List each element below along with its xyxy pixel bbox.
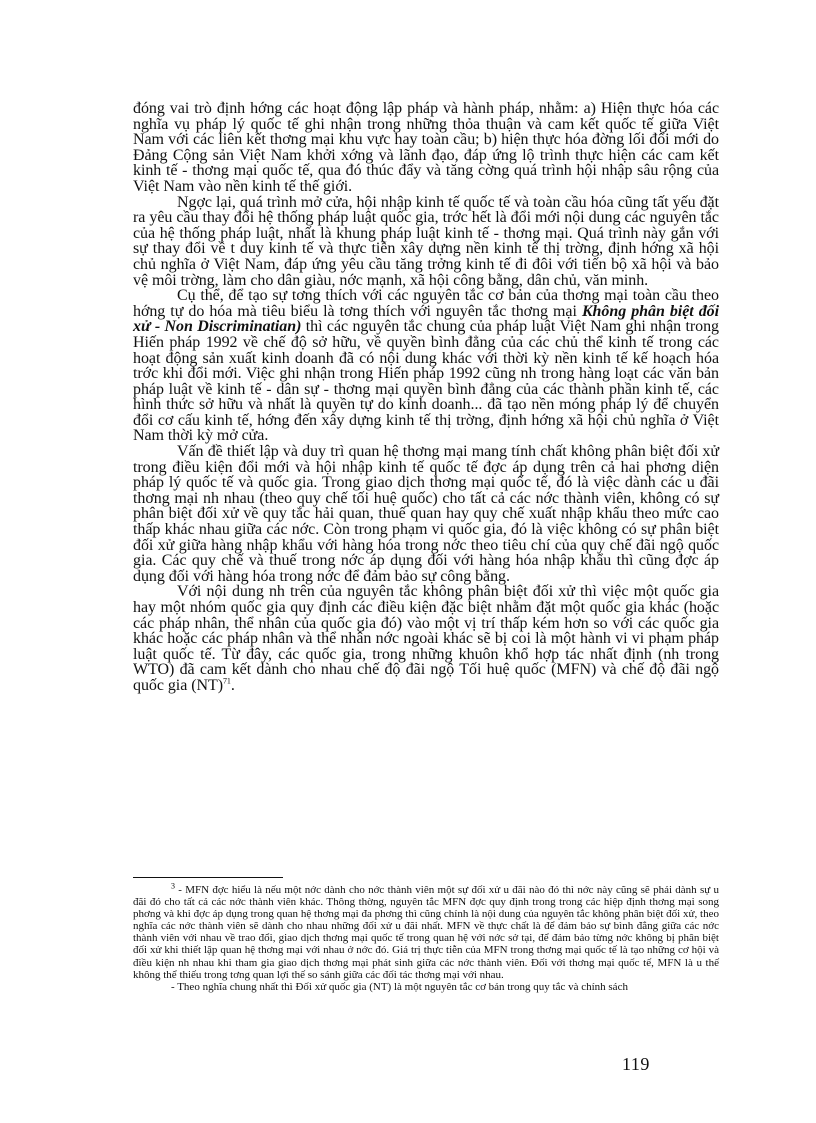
paragraph-text: Với nội dung nh trên của nguyên tắc không phân biệt đối xử thì việc một quốc gia hay một nhóm quốc gia quy định các điều kiện đặc biệt nhằm đặt một quốc gia khác (hoặc các pháp nhân, thể nhân của quốc gia đó) vào một vị trí thấp kém hơn so với các quốc gia khác hoặc các pháp nhân và thể nhân nớc ngoài khác sẽ bị coi là một hành vi vi phạm pháp luật quốc tế. Từ đây, các quốc gia, trong những khuôn khổ hợp tác nhất định (nh trong WTO) đã cam kết dành cho nhau chế độ đãi ngộ Tối huệ quốc (MFN) và chế độ đãi ngộ quốc gia (NT) [133, 583, 719, 694]
paragraph-text: đóng vai trò định hớng các hoạt động lập pháp và hành pháp, nhằm: a) Hiện thực hóa các nghĩa vụ pháp lý quốc tế ghi nhận trong những thỏa thuận và cam kết quốc tế giữa Việt Nam với các liên kết thơng mại khu vực hay toàn cầu; b) hiện thực hóa đờng lối đổi mới do Đảng Cộng sản Việt Nam khởi xớng và lãnh đạo, đáp ứng lộ trình thực hiện các cam kết kinh tế - thơng mại quốc tế, qua đó thúc đẩy và tăng cờng quá trình hội nhập sâu rộng của Việt Nam vào nền kinh tế thế giới. [133, 100, 719, 195]
footnote-marker: 3 [171, 881, 175, 891]
paragraph-5 [133, 584, 719, 693]
paragraph-text: Ngợc lại, quá trình mở cửa, hội nhập kinh tế quốc tế và toàn cầu hóa cũng tất yếu đặt ra yêu cầu thay đổi hệ thống pháp luật quốc gia, trớc hết là đổi mới nội dung các nguyên tắc của hệ thống pháp luật, nhất là khung pháp luật kinh tế - thơng mại. Quá trình này gắn với sự thay đổi về t duy kinh tế và thực tiễn xây dựng nền kinh tế thị trờng, định hớng xã hội chủ nghĩa ở Việt Nam, đáp ứng yêu cầu tăng trởng kinh tế đi đôi với tiến bộ xã hội và bảo vệ môi trờng, làm cho dân giàu, nớc mạnh, xã hội công bằng, dân chủ, văn minh. [133, 193, 719, 289]
page-number: 119 [622, 1054, 650, 1074]
footnote-text: - MFN đợc hiểu là nếu một nớc dành cho nớc thành viên một sự đối xử u đãi nào đó thì nớc này cũng sẽ phải dành sự u đãi đó cho tất cả các nớc thành viên khác. Thông thờng, nguyên tắc MFN đợc quy định trong trong các hiệp định thơng mại song phơng và khi đợc áp dụng trong quan hệ thơng mại đa phơng thì cũng chính là nội dung của nguyên tắc không phân biệt đối xử, theo nghĩa các nớc thành viên sẽ dành cho nhau những đối xử u đãi nhất. MFN về thực chất là để đảm bảo sự bình đẳng giữa các nớc thành viên với nhau về trao đổi, giao dịch thơng mại quốc tế trong quan hệ với nớc sở tại, để đảm bảo từng nớc không bị phân biệt đối xử khi thiết lập quan hệ thơng mại với nhau ở nớc đó. Giá trị thực tiễn của MFN trong thơng mại quốc tế là tạo những cơ hội và điều kiện nh nhau khi tham gia giao dịch thơng mại phát sinh giữa các nớc thành viên. Đối với thơng mại quốc tế, MFN là u thế không thể thiếu trong tơng quan lợi thế so sánh giữa các đối tác thơng mại với nhau. [133, 884, 719, 981]
paragraph-text: Cụ thể, để tạo sự tơng thích với các nguyên tắc cơ bản của thơng mại toàn cầu theo hớng tự do hóa mà tiêu biểu là tơng thích với nguyên tắc thơng mại [133, 287, 719, 320]
footnote-reference[interactable]: 71 [222, 676, 231, 686]
paragraph-2 [133, 195, 719, 289]
paragraph-text: Vấn đề thiết lập và duy trì quan hệ thơng mại mang tính chất không phân biệt đối xử trong điều kiện đổi mới và hội nhập kinh tế quốc tế đợc áp dụng trên cả hai phơng diện pháp lý quốc tế và quốc gia. Trong giao dịch thơng mại quốc tế, đó là việc dành các u đãi thơng mại nh nhau (theo quy chế tối huệ quốc) cho tất cả các nớc thành viên, không có sự phân biệt đối xử về quy tắc hải quan, thuế quan hay quy chế xuất nhập khẩu theo mức cao thấp khác nhau giữa các nớc. Còn trong phạm vi quốc gia, đó là việc không có sự phân biệt đối xử giữa hàng nhập khẩu với hàng hóa trong nớc theo tiêu chí của quy chế đãi ngộ quốc gia. Các quy chế và thuế trong nớc áp dụng đối với hàng hóa nhập khẩu thì cũng đợc áp dụng đối với hàng hóa trong nớc để đảm bảo sự công bằng. [133, 443, 719, 585]
emphasized-term: Không phân biệt đối xử - Non Discriminatian) [133, 302, 719, 336]
paragraph-text: . [230, 676, 235, 694]
footnotes [133, 881, 719, 993]
footnote-text: - Theo nghĩa chung nhất thì Đối xử quốc gia (NT) là một nguyên tắc cơ bản trong quy tắc và chính sách [171, 980, 628, 993]
footnote-2 [133, 981, 719, 993]
paragraph-4 [133, 444, 719, 584]
paragraph-1 [133, 101, 719, 195]
paragraph-3 [133, 288, 719, 444]
footnote-separator [133, 877, 283, 878]
paragraph-text: thì các nguyên tắc chung của pháp luật Việt Nam ghi nhận trong Hiến pháp 1992 về chế độ sở hữu, về quyền bình đẳng của các chủ thể kinh tế trong các hoạt động sản xuất kinh doanh đã có nội dung khác với thời kỳ nền kinh tế kế hoạch hóa trớc khi đổi mới. Việc ghi nhận trong Hiến pháp 1992 cũng nh trong hàng loạt các văn bản pháp luật về kinh tế - dân sự - thơng mại quyền bình đẳng của các thành phần kinh tế, các hình thức sở hữu và nhất là quyền tự do kinh doanh... đã tạo nền móng pháp lý để chuyển đổi cơ cấu kinh tế, hớng đến xây dựng kinh tế thị trờng, định hớng xã hội chủ nghĩa ở Việt Nam thời kỳ mở cửa. [133, 318, 719, 445]
body-text [133, 101, 719, 694]
footnote-1 [133, 881, 719, 981]
